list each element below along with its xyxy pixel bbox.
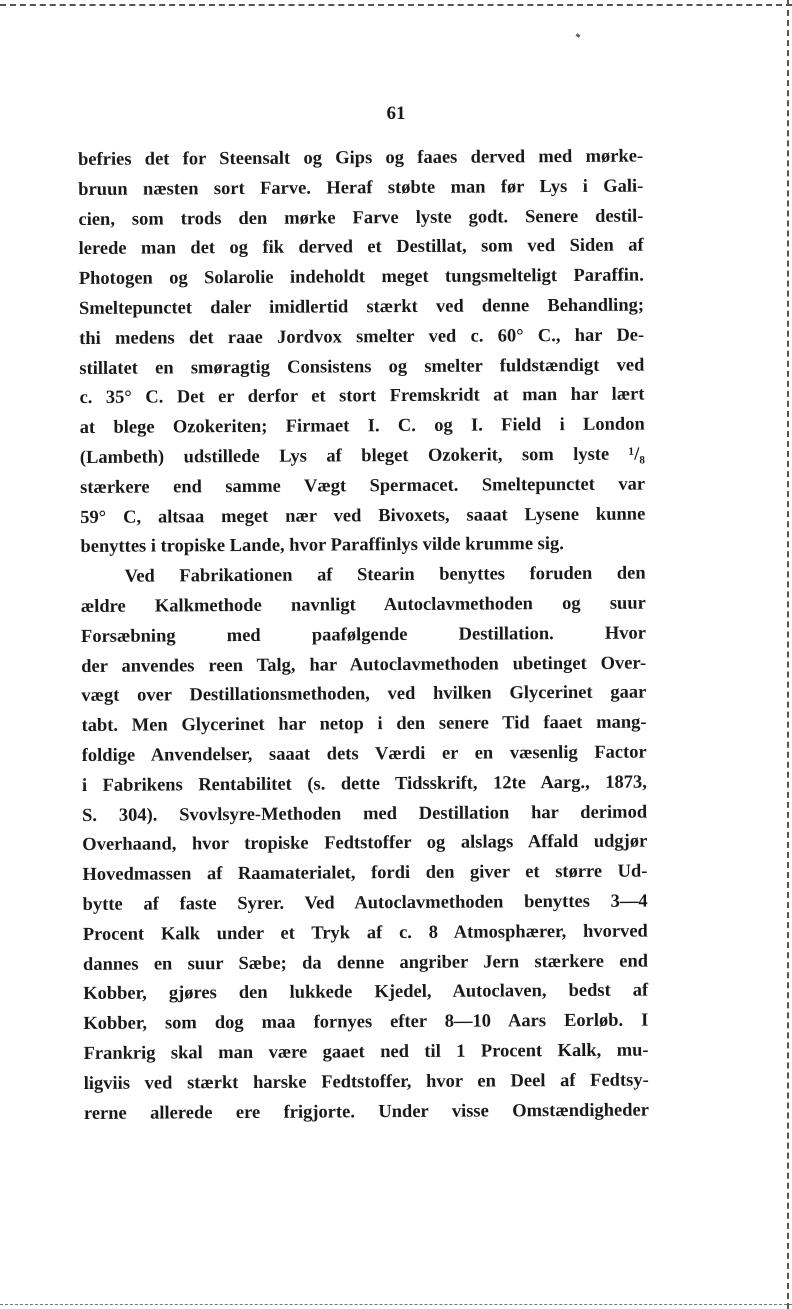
text-line: der anvendes reen Talg, har Autoclavmethoden ubetinget Over- (81, 653, 647, 677)
text-line: Overhaand, hvor tropiske Fedtstoffer og alslags Affald udgjør (82, 831, 648, 856)
text-line: cien, som trods den mørke Farve lyste godt. Senere destil- (78, 206, 644, 230)
text-line: bruun næsten sort Farve. Heraf støbte man før Lys i Gali- (78, 176, 644, 200)
text-line: i Fabrikens Rentabilitet (s. dette Tidsskrift, 12te Aarg., 1873, (81, 772, 647, 796)
paragraph-start-line: Ved Fabrikationen af Stearin benyttes foruden den (124, 563, 646, 587)
scan-border-right (787, 0, 789, 1309)
text-line: Kobber, som dog maa fornyes efter 8—10 Aars Eorløb. I (83, 1010, 649, 1035)
text-line: bytte af faste Syrer. Ved Autoclavmethoden benyttes 3—4 (82, 891, 648, 915)
text-line: vægt over Destillationsmethoden, ved hvilken Glycerinet gaar (81, 682, 647, 707)
text-line: S. 304). Svovlsyre-Methoden med Destillation har derimod (82, 802, 648, 826)
body-text (78, 143, 649, 1130)
scan-border-top (0, 4, 792, 6)
text-line: ligviis ved stærkt harske Fedtstoffer, hvor en Deel af Fedtsy- (83, 1070, 649, 1094)
text-line: stillatet en smøragtig Consistens og smelter fuldstændigt ved (79, 355, 645, 379)
text-line: ældre Kalkmethode navnligt Autoclavmethoden og suur (80, 593, 646, 617)
text-line: Photogen og Solarolie indeholdt meget tungsmelteligt Paraffin. (78, 265, 644, 290)
text-line: Frankrig skal man være gaaet ned til 1 Procent Kalk, mu- (83, 1040, 649, 1064)
text-line: thi medens det raae Jordvox smelter ved c. 60° C., har De- (79, 325, 645, 349)
scan-border-bottom (0, 1304, 792, 1305)
text-line: Hovedmassen af Raamaterialet, fordi den giver et større Ud- (82, 861, 648, 886)
text-line: rerne allerede ere frigjorte. Under visse Omstændigheder (83, 1100, 649, 1124)
text-line: (Lambeth) udstillede Lys af bleget Ozokerit, som lyste ¹/₈ (79, 444, 645, 468)
text-line: Smeltepunctet daler imidlertid stærkt ved denne Behandling; (78, 295, 645, 319)
text-line: Forsæbning med paafølgende Destillation. Hvor (80, 623, 647, 647)
scan-speck (576, 33, 581, 38)
text-line: Kobber, gjøres den lukkede Kjedel, Autoclaven, bedst af (83, 980, 649, 1005)
text-line: benyttes i tropiske Lande, hvor Paraffinlys vilde krumme sig. (80, 534, 564, 558)
text-line: stærkere end samme Vægt Spermacet. Smeltepunctet var (80, 474, 646, 498)
text-line: foldige Anvendelser, saaat dets Værdi er en væsenlig Factor (81, 742, 647, 766)
text-line: befries det for Steensalt og Gips og faaes derved med mørke- (78, 146, 644, 170)
text-line: 59° C, altsaa meget nær ved Bivoxets, saaat Lysene kunne (80, 504, 646, 528)
text-line: dannes en suur Sæbe; da denne angriber Jern stærkere end (82, 951, 649, 975)
text-line: c. 35° C. Det er derfor et stort Fremskridt at man har lært (79, 384, 645, 409)
text-line: lerede man det og fik derved et Destillat, som ved Siden af (78, 235, 644, 260)
text-line: Procent Kalk under et Tryk af c. 8 Atmosphærer, hvorved (82, 921, 648, 945)
page-number: 61 (386, 103, 406, 124)
text-line: tabt. Men Glycerinet har netop i den senere Tid faaet mang- (81, 712, 647, 737)
text-line: at blege Ozokeriten; Firmaet I. C. og I. Field i London (79, 414, 645, 439)
